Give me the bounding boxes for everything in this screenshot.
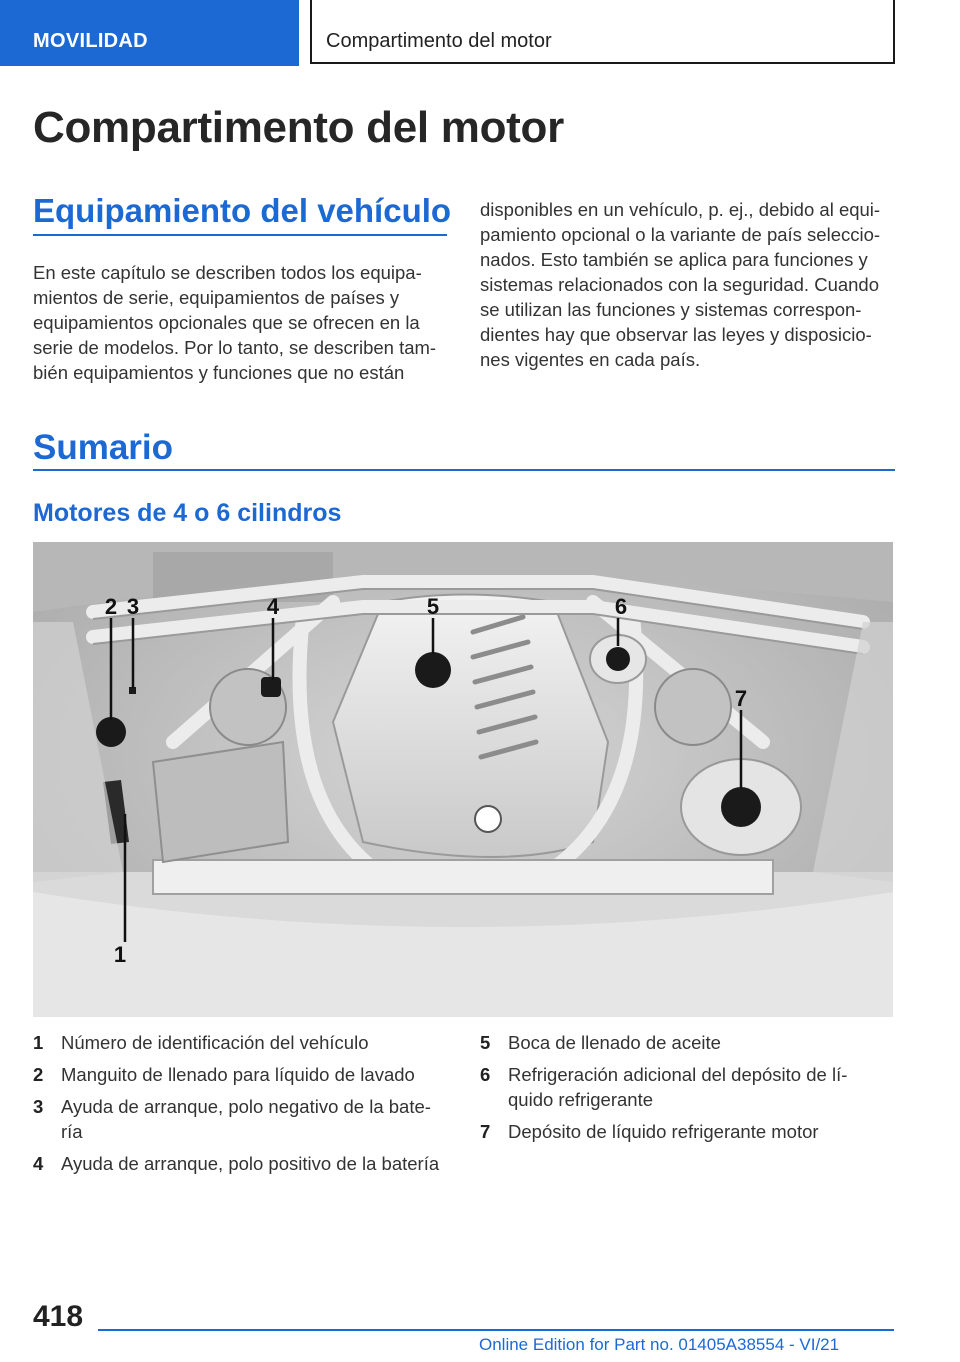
text-line: nados. Esto también se aplica para funciones y <box>480 249 868 270</box>
section-tab: MOVILIDAD <box>0 0 299 66</box>
legend-item <box>33 1151 439 1176</box>
equipment-text-col2 <box>480 197 880 372</box>
text-line: pamiento opcional o la variante de país seleccio- <box>480 224 881 245</box>
legend-item <box>33 1094 439 1144</box>
callout-5: 5 <box>426 594 440 619</box>
legend-text: Manguito de llenado para líquido de lavado <box>61 1064 415 1085</box>
summary-subheading: Motores de 4 o 6 cilindros <box>33 499 342 527</box>
legend-number: 6 <box>480 1064 491 1085</box>
legend-item <box>33 1062 439 1087</box>
legend-text: Ayuda de arranque, polo negativo de la bate- <box>61 1096 431 1117</box>
text-line: sistemas relacionados con la seguridad. Cuando <box>480 274 880 295</box>
legend-number: 1 <box>33 1032 44 1053</box>
page-title: Compartimento del motor <box>33 103 564 152</box>
equipment-heading-rule <box>33 234 447 236</box>
callout-2: 2 <box>104 594 118 619</box>
text-line: disponibles en un vehículo, p. ej., debido al equi- <box>480 199 881 220</box>
legend-number: 3 <box>33 1096 44 1117</box>
callout-6: 6 <box>614 594 628 619</box>
summary-heading-rule <box>33 469 895 471</box>
text-line: nes vigentes en cada país. <box>480 349 701 370</box>
legend-number: 5 <box>480 1032 491 1053</box>
legend-text: Boca de llenado de aceite <box>508 1032 721 1053</box>
legend-left <box>33 1030 439 1183</box>
legend-text: ría <box>61 1121 83 1142</box>
page-header <box>0 0 960 66</box>
legend-item <box>480 1062 847 1112</box>
legend-right <box>480 1030 847 1151</box>
chapter-tab: Compartimento del motor <box>310 0 895 64</box>
callout-4: 4 <box>266 594 280 619</box>
text-line: En este capítulo se describen todos los equipa- <box>33 262 422 283</box>
page-number: 418 <box>33 1300 84 1333</box>
callout-1: 1 <box>113 942 127 967</box>
legend-number: 4 <box>33 1153 44 1174</box>
legend-text: Número de identificación del vehículo <box>61 1032 369 1053</box>
summary-heading: Sumario <box>33 428 174 467</box>
legend-text: Depósito de líquido refrigerante motor <box>508 1121 819 1142</box>
footer-edition: Online Edition for Part no. 01405A38554 - VI/21 <box>479 1335 840 1354</box>
engine-bay-photo <box>33 542 893 1017</box>
equipment-heading: Equipamiento del vehículo <box>33 192 452 229</box>
text-line: bién equipamientos y funciones que no están <box>33 362 405 383</box>
text-line: serie de modelos. Por lo tanto, se describen tam- <box>33 337 437 358</box>
legend-text: Ayuda de arranque, polo positivo de la batería <box>61 1153 440 1174</box>
legend-number: 2 <box>33 1064 44 1085</box>
legend-text: Refrigeración adicional del depósito de lí- <box>508 1064 848 1085</box>
callout-3: 3 <box>126 594 140 619</box>
legend-number: 7 <box>480 1121 491 1142</box>
footer-rule <box>98 1329 894 1331</box>
text-line: se utilizan las funciones y sistemas correspon- <box>480 299 862 320</box>
legend-item <box>33 1030 439 1055</box>
legend-item <box>480 1119 847 1144</box>
legend-text: quido refrigerante <box>508 1089 654 1110</box>
callout-7: 7 <box>734 686 748 711</box>
text-line: mientos de serie, equipamientos de países y <box>33 287 400 308</box>
equipment-text-col1 <box>33 260 436 385</box>
text-line: equipamientos opcionales que se ofrecen en la <box>33 312 420 333</box>
engine-bay-illustration <box>33 542 893 1017</box>
legend-item <box>480 1030 847 1055</box>
text-line: dientes hay que observar las leyes y disposicio- <box>480 324 872 345</box>
